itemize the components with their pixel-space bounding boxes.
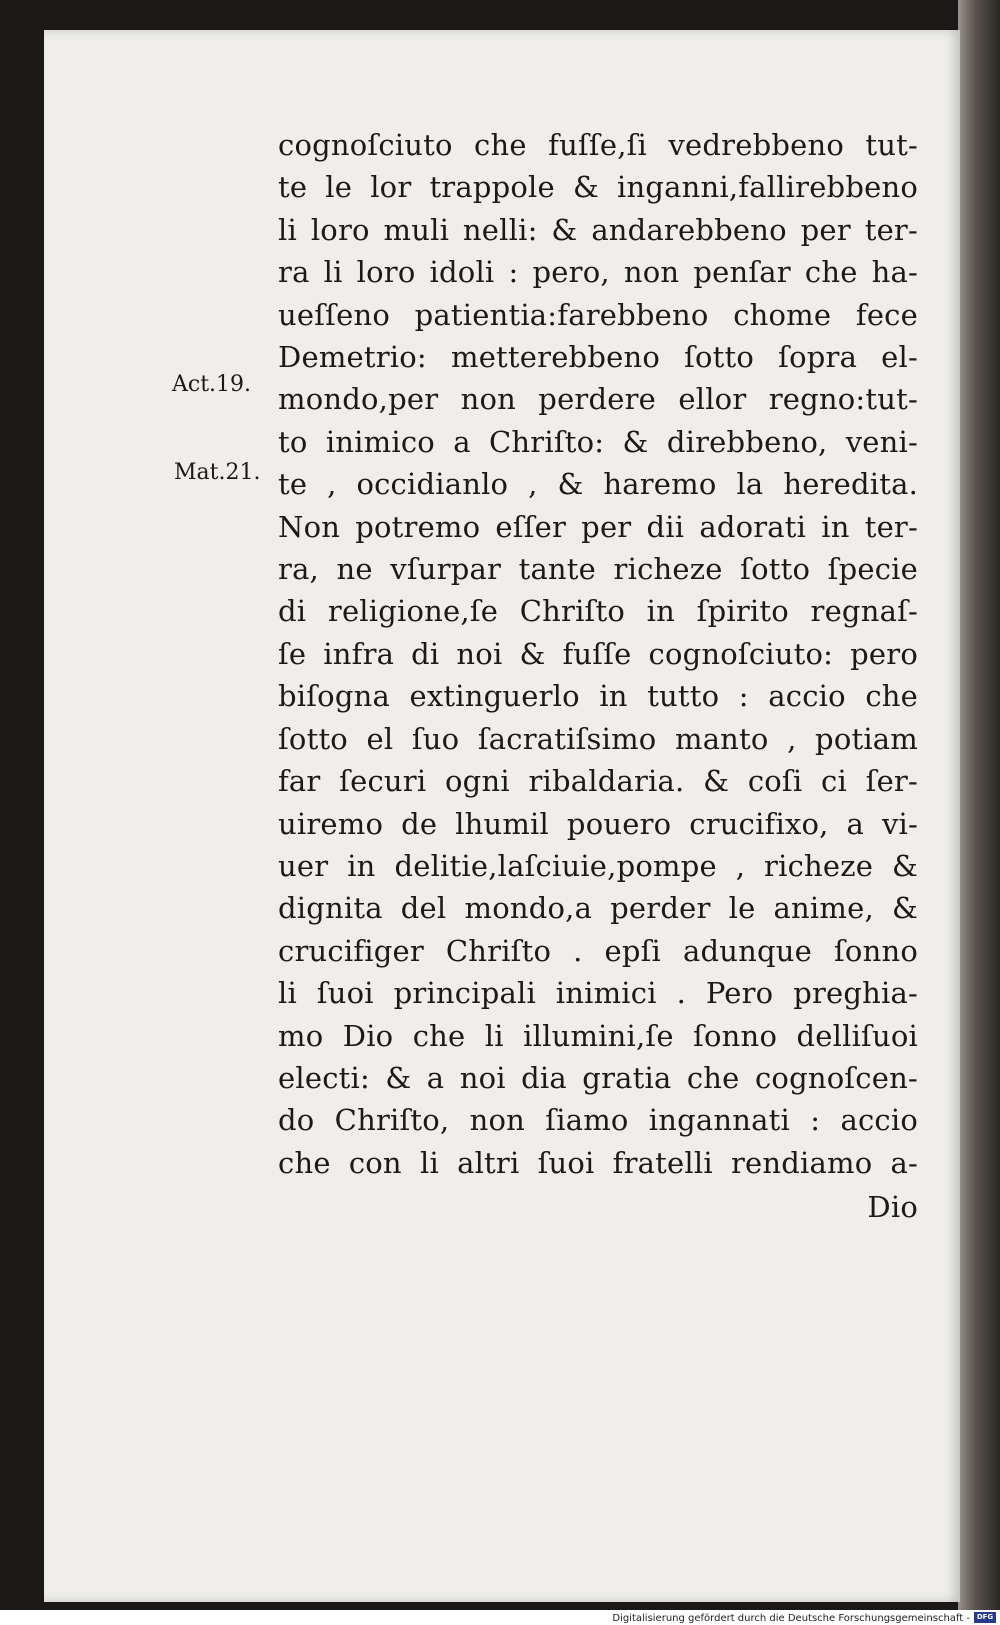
dfg-logo-icon: DFG [974,1612,996,1623]
text-line: far ſecuri ogni ribaldaria. & coſi ci ſer- [278,764,918,799]
text-line: mondo,per non perdere ellor regno:tut- [278,382,918,417]
text-line: ueſſeno patientia:farebbeno chome fece [278,297,918,332]
text-line: ra, ne vſurpar tante richeze ſotto ſpecie [278,552,918,587]
text-line: to inimico a Chriſto: & direbbeno, veni- [278,424,918,459]
text-line: li ſuoi principali inimici . Pero preghia- [278,976,918,1011]
text-line: ſotto el ſuo ſacratiſsimo manto , potiam [278,721,918,756]
text-line: do Chriſto, non ſiamo ingannati : accio [278,1103,918,1138]
text-line: li loro muli nelli: & andarebbeno per ter- [278,212,918,247]
book-edge [958,0,1000,1610]
marginal-note-acts: Act.19. [172,372,252,397]
text-line: che con li altri ſuoi fratelli rendiamo a- [278,1145,918,1180]
marginal-note-matthew: Mat.21. [174,460,261,485]
text-line: biſogna extinguerlo in tutto : accio che [278,679,918,714]
text-line: te le lor trappole & inganni,fallirebbeno [278,170,918,205]
text-line: mo Dio che li illumini,ſe ſonno delliſuoi [278,1018,918,1053]
text-line: electi: & a noi dia gratia che cognoſcen- [278,1060,918,1095]
body-text [278,124,918,1229]
text-line: Non potremo eſſer per dii adorati in ter- [278,509,918,544]
funding-credit: Digitalisierung gefördert durch die Deutsche Forschungsgemeinschaft - [612,1613,970,1624]
text-line: crucifiger Chriſto . epſi adunque ſonno [278,933,918,968]
text-line: ſe infra di noi & fuſſe cognoſciuto: pero [278,636,918,671]
text-line: uiremo de lhumil pouero crucifixo, a vi- [278,806,918,841]
text-line: di religione,ſe Chriſto in ſpirito regnaſ- [278,594,918,629]
text-line: ra li loro idoli : pero, non penſar che ha- [278,255,918,290]
catchword: Dio [867,1190,918,1225]
text-line: Demetrio: metterebbeno ſotto ſopra el- [278,340,918,375]
text-line: cognoſciuto che fuſſe,ſi vedrebbeno tut- [278,128,918,162]
footer-bar [0,1610,1000,1625]
text-line: dignita del mondo,a perder le anime, & [278,891,918,926]
text-line: te , occidianlo , & haremo la heredita. [278,467,918,502]
text-line: uer in delitie,laſciuie,pompe , richeze & [278,848,918,883]
